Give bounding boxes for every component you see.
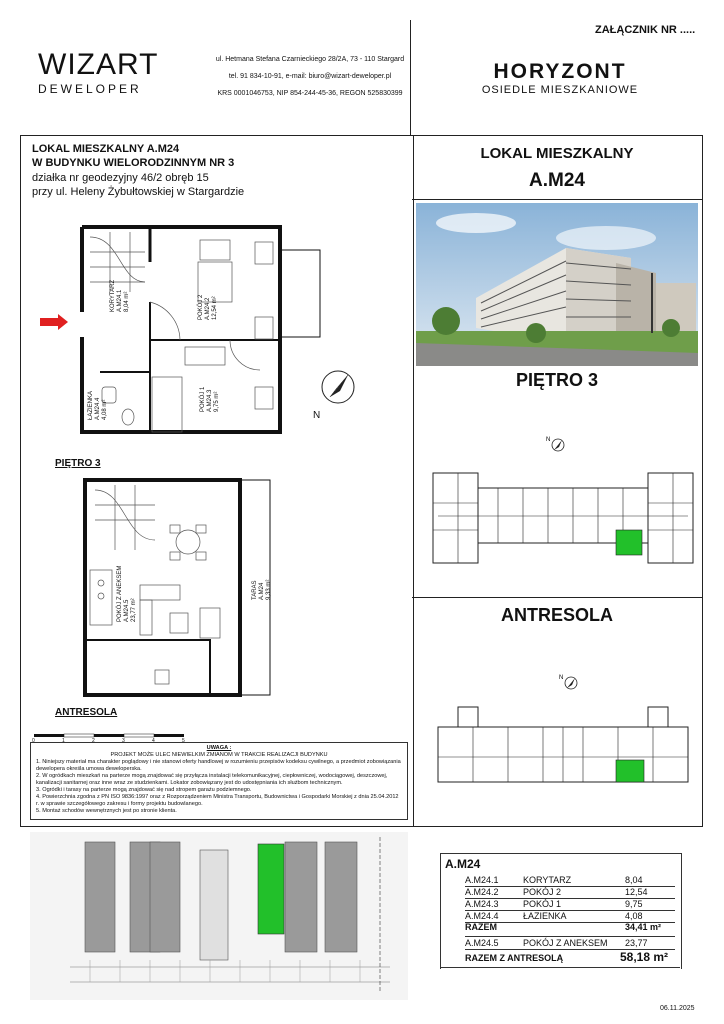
room-pokoj2-code: A.M24.2 <box>205 297 211 320</box>
row-code: A.M24.1 <box>465 875 499 885</box>
room-pokoj1-area: 9,75 m² <box>214 391 220 412</box>
right-divider-2 <box>412 597 702 598</box>
room-lazienka-code: A.M24.4 <box>95 397 101 420</box>
row-area: 8,04 <box>625 875 643 885</box>
developer-logo-main: WIZART <box>38 48 159 81</box>
scale-3: 3 <box>122 738 125 744</box>
developer-address: ul. Hetmana Stefana Czarnieckiego 28/2A, 73 - 110 Stargard <box>215 56 405 63</box>
room-aneks-area: 23,77 m² <box>131 598 137 622</box>
right-panel-title: LOKAL MIESZKALNY <box>480 145 634 162</box>
right-panel-divider <box>412 199 702 200</box>
svg-text:N: N <box>559 675 564 681</box>
room-pokoj2-name: POKÓJ 2 <box>198 294 204 320</box>
note-4: 4. Powierzchnia zgodna z PN ISO 9836:1997 oraz z Rozporządzeniem Ministra Transportu, Budownictwa i Gospodarki Morskiej z dnia 25.04.2012 r. w sprawie szczegółowego zakresu i formy projektu budowlanego. <box>36 794 399 807</box>
unit-header-line2: W BUDYNKU WIELORODZINNYM NR 3 <box>32 157 235 169</box>
sum-label: RAZEM <box>465 922 497 932</box>
svg-text:N: N <box>546 437 551 443</box>
room-taras-area: 9,33 m² <box>266 579 272 600</box>
site-plan <box>30 832 408 1000</box>
north-arrow-icon <box>540 430 576 460</box>
key-plan-floor <box>428 468 698 566</box>
floor-plan-mezzanine <box>30 470 350 700</box>
room-pokoj2-area: 12,54 m² <box>212 296 218 320</box>
row-code: A.M24.2 <box>465 887 499 897</box>
key-plan-mezzanine <box>428 702 698 792</box>
area-table-title: A.M24 <box>445 857 481 871</box>
room-lazienka-area: 4,08 m² <box>102 399 108 420</box>
room-label-korytarz <box>110 280 131 312</box>
attachment-label: ZAŁĄCZNIK NR ..... <box>595 24 696 36</box>
total-label: RAZEM Z ANTRESOLĄ <box>465 953 564 963</box>
plan-mezz-label: ANTRESOLA <box>55 707 118 718</box>
room-label-pokoj2 <box>198 295 219 320</box>
row-name: POKÓJ Z ANEKSEM <box>523 938 608 948</box>
row-code: A.M24.4 <box>465 911 499 921</box>
room-taras-name: TARAS <box>252 580 258 600</box>
room-korytarz-name: KORYTARZ <box>110 279 116 312</box>
note-3: 3. Ogródki i tarasy na parterze mogą znajdować się nad stropem garażu podziemnego. <box>36 787 252 793</box>
north-arrow-icon-2 <box>553 668 589 698</box>
row-name: ŁAZIENKA <box>523 911 567 921</box>
row-area: 9,75 <box>625 899 643 909</box>
scale-2: 2 <box>92 738 95 744</box>
row-name: POKÓJ 1 <box>523 899 562 909</box>
row-code: A.M24.5 <box>465 938 499 948</box>
right-floor-label: PIĘTRO 3 <box>515 370 599 390</box>
room-aneks-name: POKÓJ Z ANEKSEM <box>117 565 123 622</box>
room-pokoj1-code: A.M24.3 <box>207 389 213 412</box>
notes-title: UWAGA : <box>206 745 232 751</box>
row-area: 4,08 <box>625 911 643 921</box>
document-date: 06.11.2025 <box>660 1005 695 1012</box>
notes-box <box>30 742 408 820</box>
room-aneks-code: A.M24.5 <box>124 599 130 622</box>
building-rendering <box>416 203 698 366</box>
row-code: A.M24.3 <box>465 899 499 909</box>
key-plan-highlight-mezz <box>616 760 644 782</box>
sum-value: 34,41 m² <box>625 922 662 932</box>
site-plan-highlight <box>258 844 284 934</box>
row-area: 12,54 <box>625 887 648 897</box>
unit-header-line4: przy ul. Heleny Żybułtowskiej w Stargardzie <box>32 186 245 198</box>
unit-header <box>32 142 234 170</box>
scale-5: 5 <box>182 738 185 744</box>
project-logo <box>470 60 650 96</box>
developer-logo-sub: DEWELOPER <box>38 82 142 96</box>
room-pokoj1-name: POKÓJ 1 <box>200 386 206 412</box>
row-name: POKÓJ 2 <box>523 887 562 897</box>
notes-subtitle: PROJEKT MOŻE ULEC NIEWIELKIM ZMIANOM W TRAKCIE REALIZACJI BUDYNKU <box>110 752 328 758</box>
table-row <box>465 936 675 950</box>
developer-registry: KRS 0001046753, NIP 854-244-45-36, REGON 525830399 <box>217 90 403 97</box>
total-underline <box>440 967 680 968</box>
total-value: 58,18 m² <box>620 950 669 964</box>
unit-header-line1: LOKAL MIESZKALNY A.M24 <box>32 143 180 155</box>
project-logo-sub: OSIEDLE MIESZKANIOWE <box>481 84 639 96</box>
developer-contact: tel. 91 834-10-91, e-mail: biuro@wizart-deweloper.pl <box>228 73 392 80</box>
plan-floor-label: PIĘTRO 3 <box>55 458 101 469</box>
right-panel-unit: A.M24 <box>529 170 585 191</box>
project-logo-main: HORYZONT <box>493 60 627 83</box>
floor-plan-level3 <box>30 222 350 442</box>
compass-label: N <box>313 410 321 421</box>
room-label-pokoj1 <box>200 387 221 412</box>
room-label-lazienka <box>88 391 109 420</box>
scale-0: 0 <box>32 738 35 744</box>
unit-header-detail <box>32 171 244 199</box>
room-label-aneks <box>117 566 138 622</box>
room-taras-code: A.M24 <box>259 582 265 600</box>
room-korytarz-area: 8,04 m² <box>124 291 130 312</box>
note-2: 2. W ogródkach mieszkań na parterze mogą znajdować się przyłącza instalacji telekomunikacyjnej, ciepłowniczej, wodociągowej, deszczowej, kanalizacji sanitarnej oraz inne wraz ze studzienkami. Lokator zobowiązany jest do udostępniania ich służbom technicznym. <box>36 773 388 786</box>
scale-4: 4 <box>152 738 155 744</box>
key-plan-highlight <box>616 530 642 555</box>
row-name: KORYTARZ <box>523 875 572 885</box>
note-5: 5. Montaż schodów wewnętrznych jest po stronie klienta. <box>36 808 177 814</box>
developer-logo <box>38 50 158 96</box>
room-korytarz-code: A.M24.1 <box>117 289 123 312</box>
entrance-arrow-icon <box>40 314 68 330</box>
room-lazienka-name: ŁAZIENKA <box>88 390 94 420</box>
row-area: 23,77 <box>625 938 648 948</box>
unit-header-line3: działka nr geodezyjny 46/2 obręb 15 <box>32 172 209 184</box>
note-1: 1. Niniejszy materiał ma charakter poglądowy i nie stanowi oferty handlowej w rozumieniu przepisów kodeksu cywilnego, a przedmiot zobowiązania dewelopera określa umowa deweloperska. <box>36 759 401 772</box>
right-mezz-label: ANTRESOLA <box>501 605 613 625</box>
room-label-taras <box>252 580 273 600</box>
scale-1: 1 <box>62 738 65 744</box>
